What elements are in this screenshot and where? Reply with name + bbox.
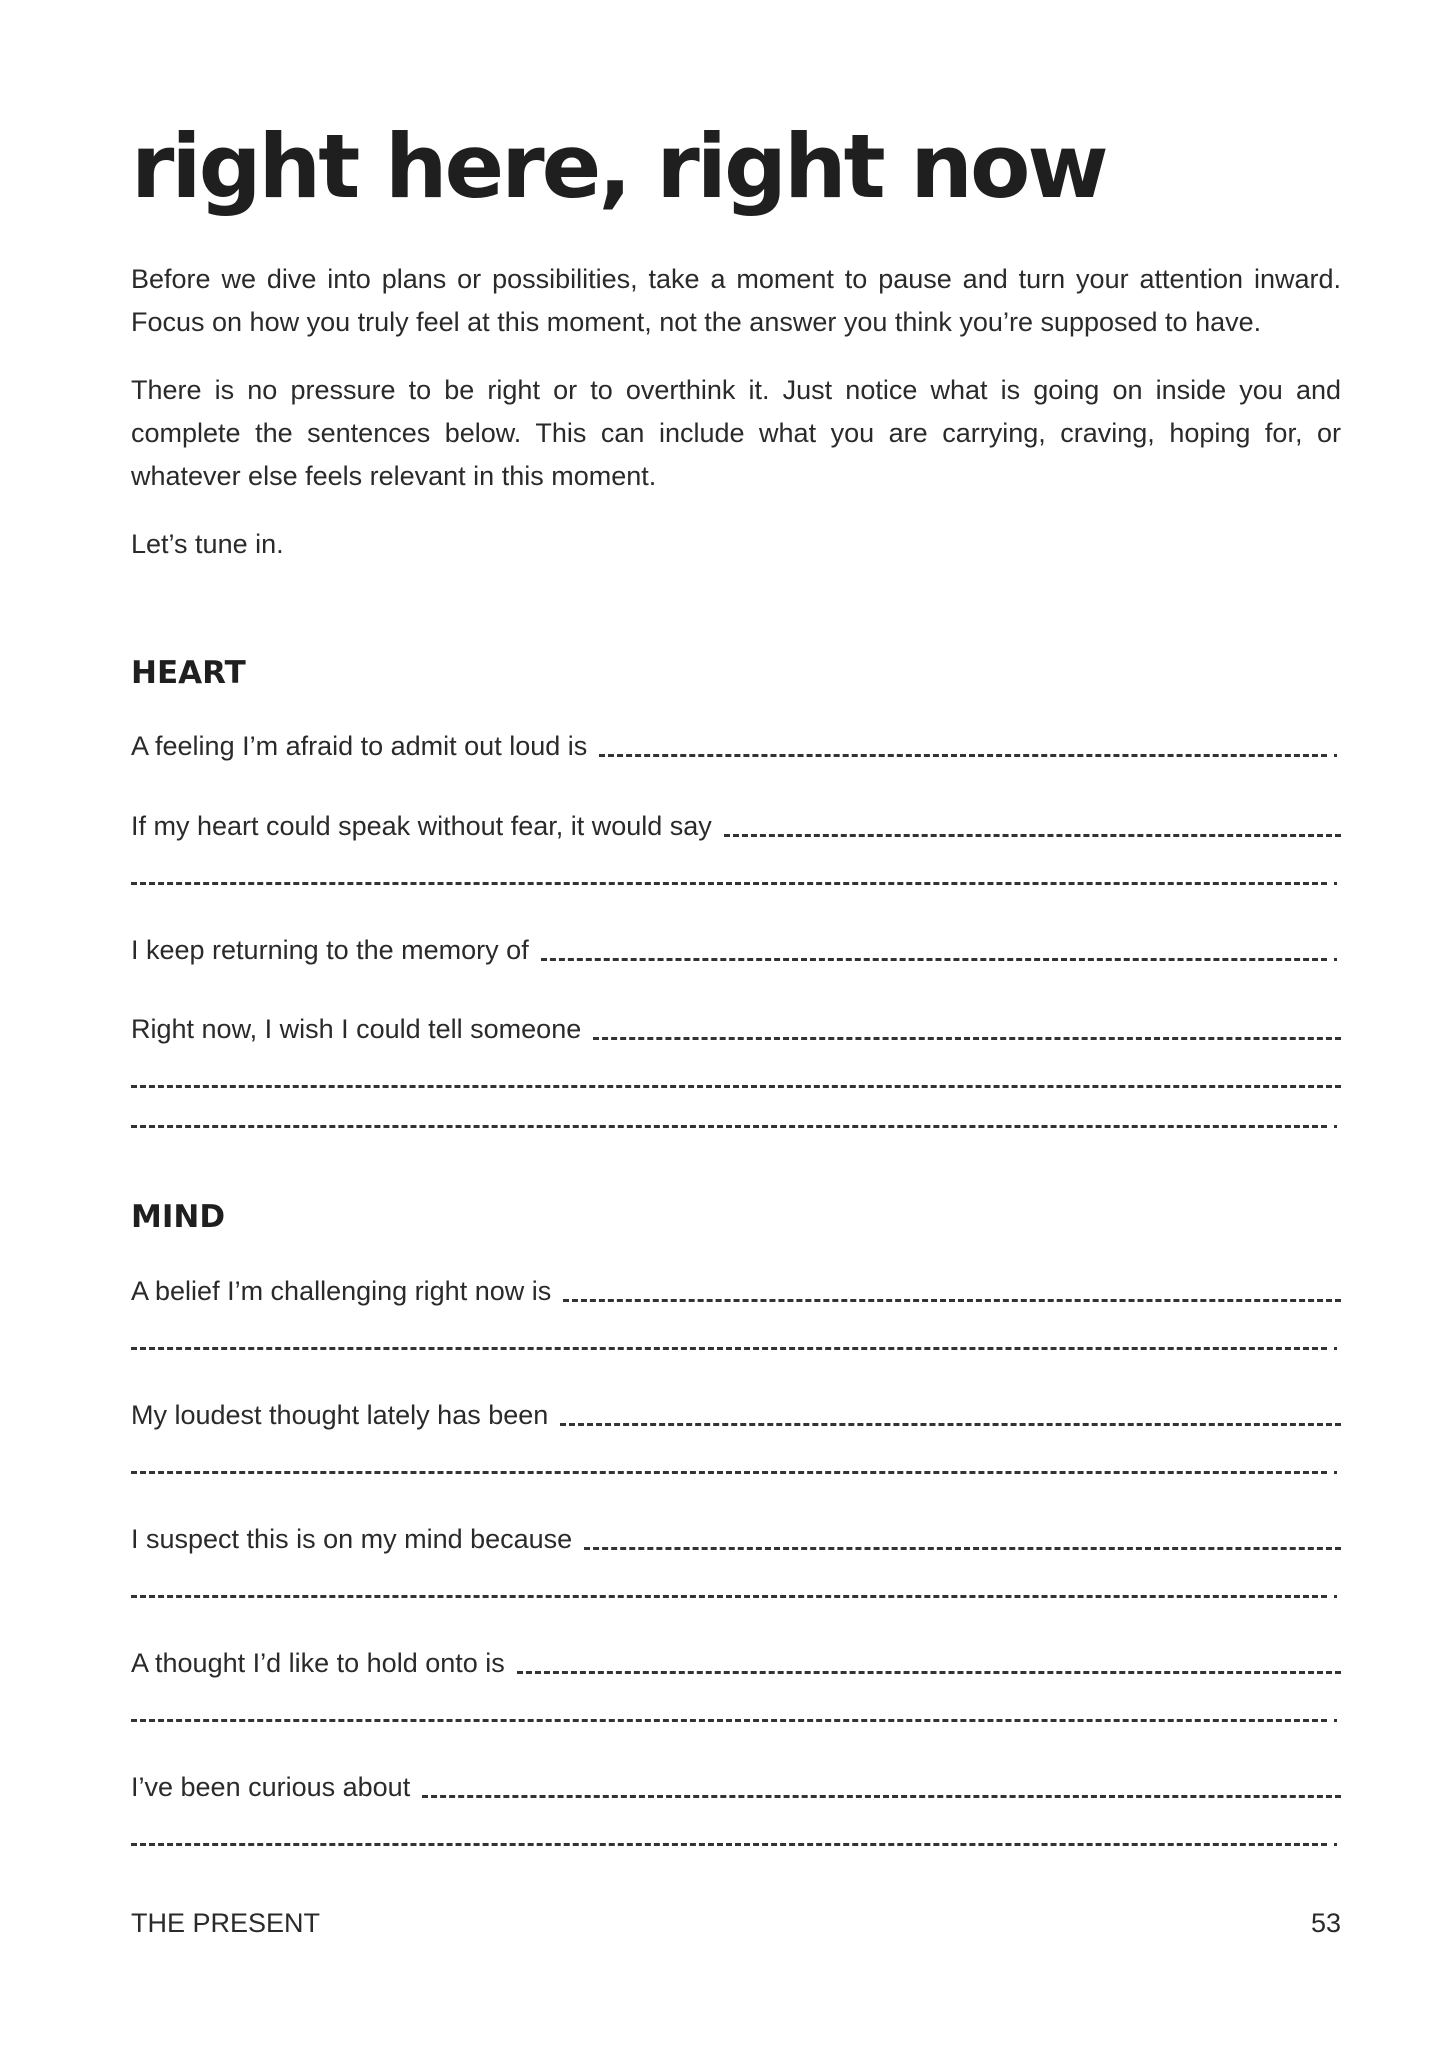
answer-blank[interactable] [131,1843,1327,1846]
intro-text [131,258,1341,566]
answer-blank[interactable] [593,1037,1341,1040]
page-title: right here, right now [131,115,1106,218]
prompt-label: A belief I’m challenging right now is [131,1276,552,1306]
answer-blank[interactable] [131,882,1327,885]
prompt-label: A feeling I’m afraid to admit out loud is [131,731,588,761]
answer-blank[interactable] [131,1719,1327,1722]
prompt-label: If my heart could speak without fear, it would say [131,811,712,841]
answer-blank[interactable] [563,1299,1341,1302]
workbook-page [131,0,1341,2052]
prompt-label: I keep returning to the memory of [131,935,529,965]
intro-paragraph-2: There is no pressure to be right or to overthink it. Just notice what is going on inside you and complete the sentences below. This can include what you are carrying, craving, hoping for, or whatever else feels relevant in this moment. [131,375,1341,491]
answer-blank[interactable] [131,1085,1341,1088]
page-number: 53 [1310,1908,1341,1938]
answer-blank[interactable] [541,958,1327,961]
heart-prompt-3 [131,928,1341,968]
answer-blank[interactable] [560,1423,1341,1426]
intro-paragraph-1: Before we dive into plans or possibilities, take a moment to pause and turn your attention inward. Focus on how you truly feel at this moment, not the answer you think you’re supposed to have. [131,264,1341,337]
mind-prompt-1 [131,1269,1341,1309]
footer-section-label: THE PRESENT [131,1908,321,1938]
heart-prompt-2 [131,804,1341,844]
answer-blank[interactable] [131,1125,1327,1128]
intro-paragraph-3: Let’s tune in. [131,529,284,559]
heart-prompt-4-continuation [131,1055,1341,1095]
prompt-label: Right now, I wish I could tell someone [131,1014,582,1044]
mind-prompt-5-continuation [131,1813,1341,1853]
heart-prompt-4-continuation [131,1095,1341,1135]
answer-blank[interactable] [131,1471,1327,1474]
mind-prompt-4-continuation [131,1689,1341,1729]
heart-prompt-2-continuation [131,852,1341,892]
answer-blank[interactable] [599,754,1327,757]
mind-prompt-2 [131,1393,1341,1433]
prompt-label: A thought I’d like to hold onto is [131,1648,505,1678]
answer-blank[interactable] [422,1795,1341,1798]
answer-blank[interactable] [584,1547,1341,1550]
heart-prompt-1 [131,724,1341,764]
mind-prompt-5 [131,1765,1341,1805]
prompt-label: I suspect this is on my mind because [131,1524,573,1554]
mind-prompt-2-continuation [131,1441,1341,1481]
answer-blank[interactable] [131,1595,1327,1598]
mind-prompt-3 [131,1517,1341,1557]
answer-blank[interactable] [131,1347,1327,1350]
prompt-label: I’ve been curious about [131,1772,411,1802]
answer-blank[interactable] [517,1671,1341,1674]
answer-blank[interactable] [724,834,1341,837]
mind-prompt-3-continuation [131,1565,1341,1605]
heart-heading: HEART [131,655,246,691]
prompt-label: My loudest thought lately has been [131,1400,549,1430]
mind-prompt-1-continuation [131,1317,1341,1357]
heart-prompt-4 [131,1007,1341,1047]
mind-heading: MIND [131,1199,226,1235]
mind-prompt-4 [131,1641,1341,1681]
